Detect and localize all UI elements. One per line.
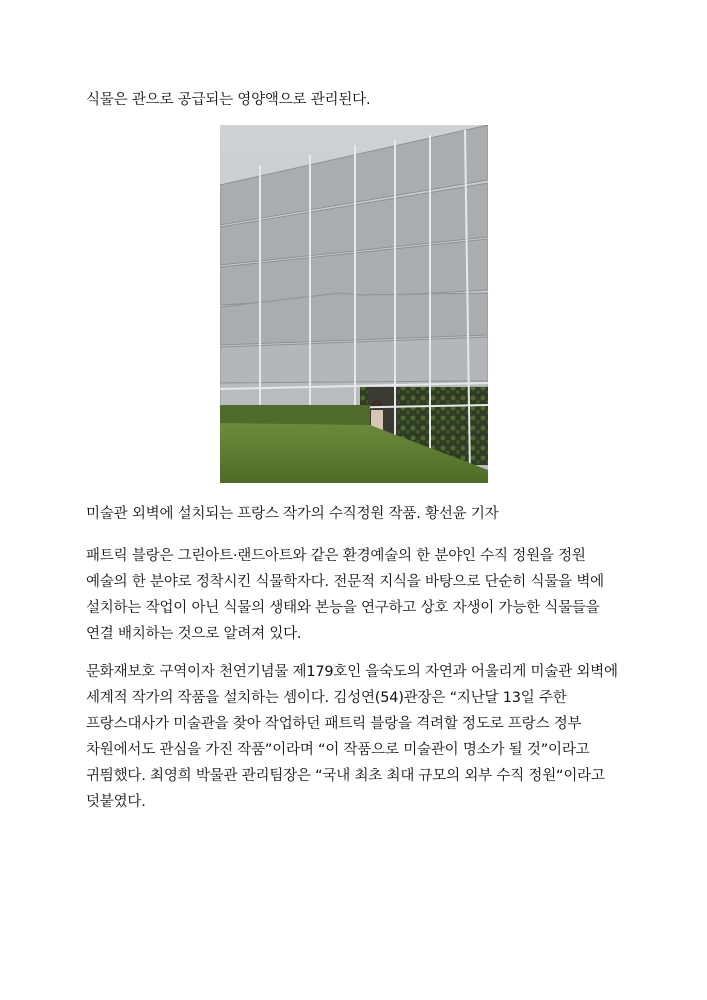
intro-sentence: 식물은 관으로 공급되는 영양액으로 관리된다. (86, 92, 371, 108)
photo-caption: 미술관 외벽에 설치되는 프랑스 작가의 수직정원 작품. 황선윤 기자 (86, 506, 499, 522)
paragraph2-line: 문화재보호 구역이자 천연기념물 제179호인 을숙도의 자연과 어울리게 미술관 외벽에 (86, 664, 618, 680)
article-photo (220, 125, 488, 483)
paragraph2-line: 세계적 작가의 작품을 설치하는 셈이다. 김성연(54)관장은 “지난달 13일 주한 (86, 690, 567, 706)
paragraph2-line: 귀띔했다. 최영희 박물관 관리팀장은 “국내 최초 최대 규모의 외부 수직 정원“이라고 (86, 768, 605, 784)
paragraph1-line: 패트릭 블랑은 그린아트·랜드아트와 같은 환경예술의 한 분야인 수직 정원을 정원 (86, 548, 586, 564)
paragraph1-line: 설치하는 작업이 아닌 식물의 생태와 본능을 연구하고 상호 자생이 가능한 식물들을 (86, 600, 600, 616)
paragraph1-line: 예술의 한 분야로 정착시킨 식물학자다. 전문적 지식을 바탕으로 단순히 식물을 벽에 (86, 574, 604, 590)
paragraph1-line: 연결 배치하는 것으로 알려져 있다. (86, 626, 302, 642)
paragraph2-line: 덧붙였다. (86, 794, 146, 810)
building-scaffold-photo-icon (220, 125, 488, 483)
paragraph2-line: 차원에서도 관심을 가진 작품”이라며 “이 작품으로 미술관이 명소가 될 것”이라고 (86, 742, 590, 758)
paragraph2-line: 프랑스대사가 미술관을 찾아 작업하던 패트릭 블랑을 격려할 정도로 프랑스 정부 (86, 716, 582, 732)
